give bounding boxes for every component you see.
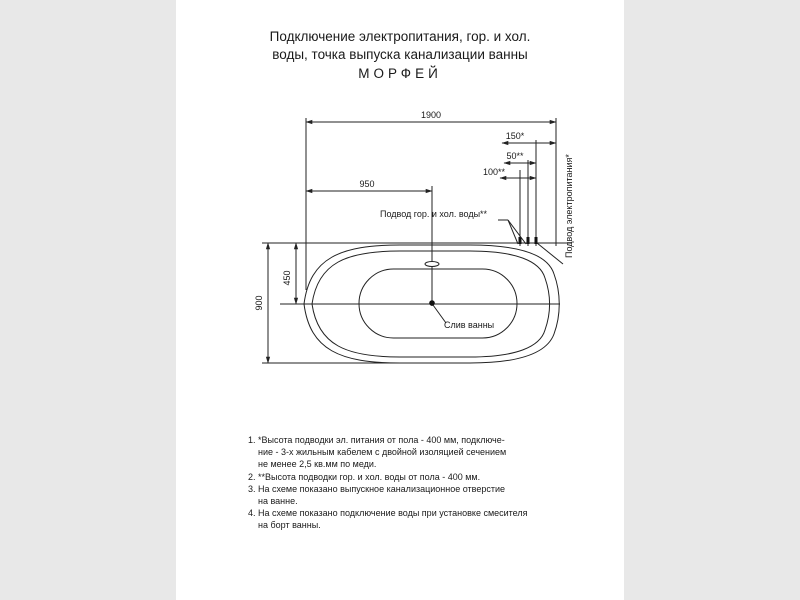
dimension-450-label: 450: [282, 270, 292, 286]
dimension-100-label: 100**: [482, 167, 506, 177]
drain-label: Слив ванны: [444, 320, 495, 330]
note-number: 2.: [248, 471, 256, 482]
note-number: 3.: [248, 483, 256, 494]
note-number: 1.: [248, 435, 256, 445]
note-text: На схеме показано выпускное канализационное отверстие на ванне.: [258, 483, 506, 507]
note-item: [248, 507, 588, 531]
note-text: **Высота подводки гор. и хол. воды от пола - 400 мм.: [258, 471, 481, 482]
note-text: *Высота подводки эл. питания от пола - 400 мм, подключе- ние - 3-х жильным кабелем с двойной изоляцией сечением не менее 2,5 кв.мм по меди.: [258, 435, 507, 470]
title-line-1: Подключение электропитания, гор. и хол.: [269, 29, 531, 44]
dimension-950-label: 950: [359, 179, 375, 189]
drain-outlet: [429, 300, 435, 306]
power-supply-label: Подвод электропитания*: [564, 154, 574, 258]
title-line-2: воды, точка выпуска канализации ванны: [272, 47, 528, 62]
power-supply-leader: [537, 243, 563, 264]
note-item: [248, 483, 588, 507]
note-number: 4.: [248, 508, 256, 519]
overflow-outlet: [425, 262, 439, 267]
dimension-1900-label: 1900: [420, 110, 442, 120]
dimension-150-label: 150*: [505, 131, 525, 141]
note-text: На схеме показано подключение воды при установке смесителя на борт ванны.: [258, 508, 528, 531]
notes-list: [248, 434, 588, 532]
water-supply-label: Подвод гор. и хол. воды**: [380, 209, 488, 219]
title-brand: МОРФЕЙ: [358, 66, 442, 81]
dimension-900-label: 900: [254, 295, 264, 311]
cold-water-connection: [527, 237, 530, 244]
note-item: [248, 471, 588, 483]
note-item: [248, 434, 588, 471]
dimension-50-label: 50**: [506, 151, 524, 161]
